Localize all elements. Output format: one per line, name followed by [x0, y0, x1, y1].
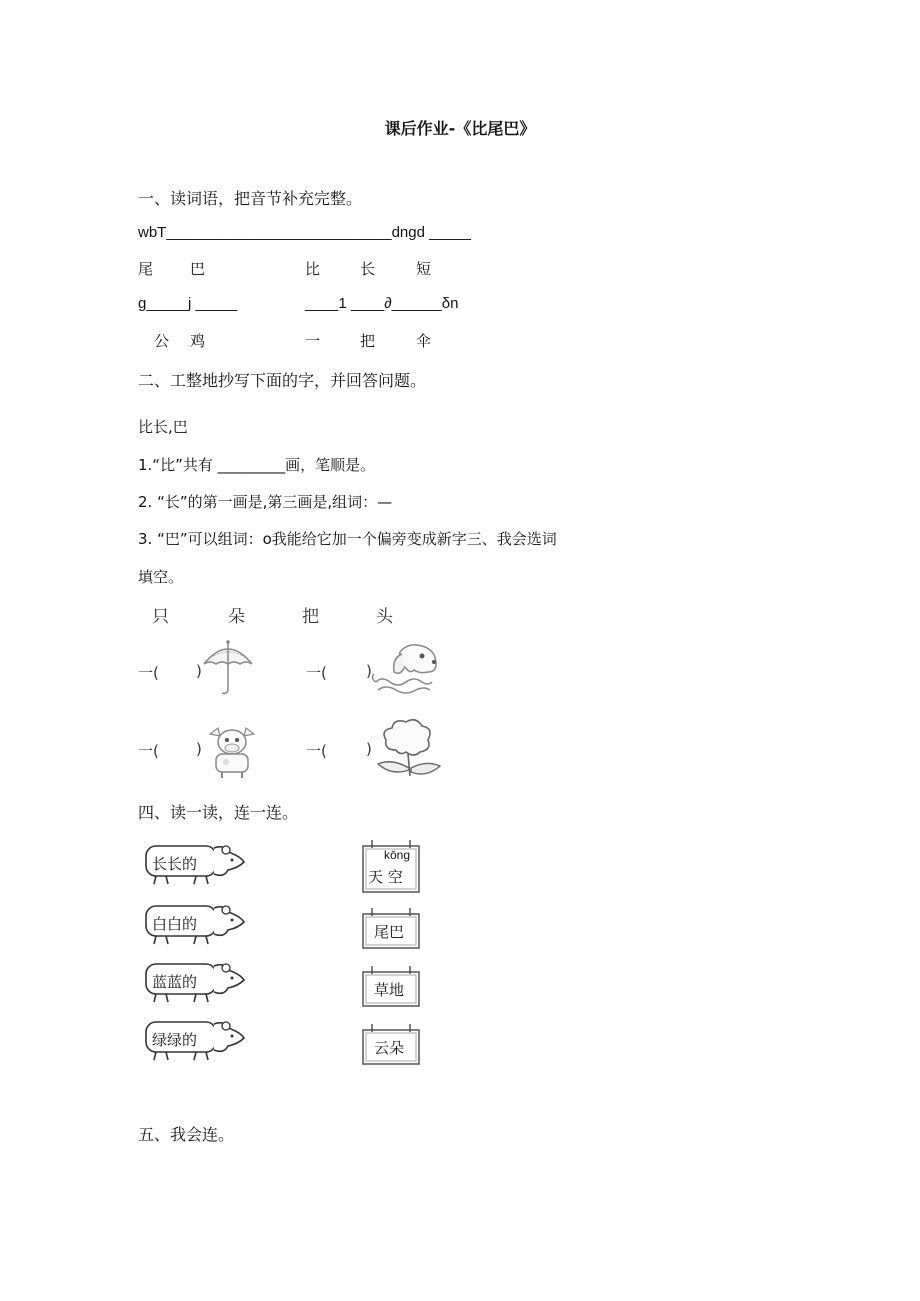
- card-text: 云朵: [374, 1039, 405, 1057]
- blank-cow-open: 一(: [138, 742, 159, 760]
- question-2-3: 3. “巴”可以组词：o我能给它加一个偏旁变成新字三、我会选词: [138, 530, 557, 548]
- question-2-1: 1.“比”共有 _________画，笔顺是。: [138, 456, 376, 474]
- char-ji: 鸡: [190, 332, 206, 350]
- card-cloud[interactable]: [360, 1024, 422, 1068]
- pinyin-line-2a: g_____j _____: [138, 295, 238, 312]
- blank-cow-close: ): [196, 740, 202, 758]
- char-wei: 尾: [138, 260, 154, 278]
- cow-icon: [204, 722, 262, 782]
- blank-flower-open: 一(: [306, 742, 327, 760]
- mouse-label-green[interactable]: [144, 1016, 248, 1064]
- worksheet-title: 课后作业-《比尾巴》: [384, 119, 536, 138]
- char-chang: 长: [360, 260, 376, 278]
- section-2-heading: 二、工整地抄写下面的字，并回答问题。: [138, 371, 427, 390]
- char-ba: 巴: [190, 260, 206, 278]
- mouse-label-text: 蓝蓝的: [152, 973, 198, 991]
- pinyin-line-1: wbT___________________________dngd _____: [138, 224, 471, 241]
- card-text: 天 空: [368, 868, 403, 886]
- mouse-label-white[interactable]: [144, 900, 248, 948]
- char-duan: 短: [416, 260, 432, 278]
- blank-flower-close: ): [366, 740, 372, 758]
- umbrella-icon: [200, 638, 256, 698]
- blank-dog-close: ): [366, 662, 372, 680]
- mouse-label-text: 白白的: [152, 915, 198, 933]
- blank-umbrella-open: 一(: [138, 664, 159, 682]
- question-2-3-cont: 填空。: [138, 568, 184, 586]
- option-ba: 把: [302, 607, 319, 627]
- dog-icon: [370, 638, 444, 700]
- char-yi: 一: [305, 332, 321, 350]
- mouse-label-long[interactable]: [144, 840, 248, 888]
- option-zhi: 只: [152, 607, 169, 627]
- card-text: 尾巴: [374, 923, 405, 941]
- section-5-heading: 五、我会连。: [138, 1125, 235, 1144]
- question-2-2: 2. “长”的第一画是,第三画是,组词：—: [138, 493, 393, 511]
- blank-umbrella-close: ): [196, 662, 202, 680]
- copy-chars: 比长,巴: [138, 418, 188, 436]
- char-san: 伞: [416, 332, 432, 350]
- char-gong: 公: [154, 332, 170, 350]
- card-text: 草地: [374, 981, 405, 999]
- section-4-heading: 四、读一读，连一连。: [138, 803, 299, 822]
- char-ba2: 把: [360, 332, 376, 350]
- blank-dog-open: 一(: [306, 664, 327, 682]
- card-tail[interactable]: [360, 908, 422, 952]
- option-tou: 头: [376, 607, 393, 627]
- mouse-label-text: 长长的: [152, 855, 198, 873]
- pinyin-line-2b: ____1 ____∂______δn: [305, 295, 459, 312]
- mouse-label-text: 绿绿的: [152, 1031, 198, 1049]
- card-grass[interactable]: [360, 966, 422, 1010]
- option-duo: 朵: [228, 607, 245, 627]
- card-sky[interactable]: [360, 840, 422, 896]
- section-1-heading: 一、读词语，把音节补充完整。: [138, 189, 363, 208]
- pinyin-kong: kōng: [384, 848, 411, 862]
- flower-icon: [370, 714, 446, 786]
- char-bi: 比: [305, 260, 321, 278]
- mouse-label-blue[interactable]: [144, 958, 248, 1006]
